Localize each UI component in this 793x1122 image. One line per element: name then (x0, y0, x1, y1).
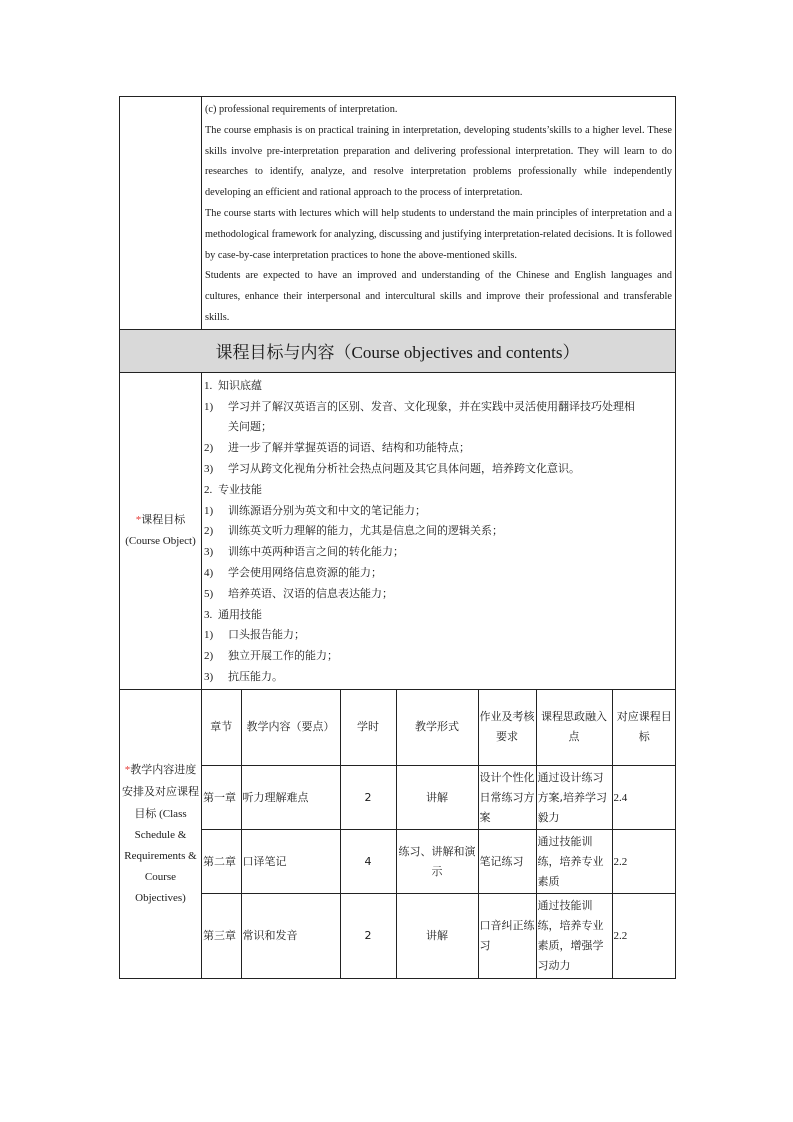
schedule-cell (202, 689, 676, 978)
objective-group-title: 3. 通用技能 (204, 607, 262, 621)
section-heading-zh: 课程目标与内容 (215, 343, 335, 364)
objective-item: 1) 学习并了解汉英语言的区别、发音、文化现象，并在实践中灵活使用翻译技巧处理相 (204, 399, 635, 413)
objective-item: 3) 训练中英两种语言之间的转化能力； (204, 545, 404, 559)
description-row (120, 97, 676, 330)
required-star: * (135, 514, 142, 527)
hours-cell: 4 (340, 830, 396, 894)
table-row (202, 766, 676, 830)
objective-item: 3) 抗压能力。 (204, 669, 283, 683)
target-cell: 2.2 (612, 830, 676, 894)
content-cell: 口译笔记 (241, 830, 340, 894)
target-cell: 2.2 (612, 894, 676, 978)
homework-cell: 口音纠正练习 (478, 894, 536, 978)
objectives-label (120, 372, 202, 689)
header-ideology: 课程思政融入点 (536, 690, 612, 766)
header-form: 教学形式 (396, 690, 478, 766)
course-syllabus-page (119, 96, 675, 979)
objective-item: 3) 学习从跨文化视角分析社会热点问题及其它具体问题，培养跨文化意识。 (204, 461, 580, 475)
objective-item: 2) 进一步了解并掌握英语的词语、结构和功能特点； (204, 441, 470, 455)
chapter-cell: 第三章 (202, 894, 241, 978)
header-content: 教学内容（要点） (241, 690, 340, 766)
objective-item: 1) 训练源语分别为英文和中文的笔记能力； (204, 503, 426, 517)
hours-cell: 2 (340, 766, 396, 830)
objective-group-title: 1. 知识底蕴 (204, 378, 262, 392)
chapter-cell: 第二章 (202, 830, 241, 894)
objective-group-title: 2. 专业技能 (204, 482, 262, 496)
form-cell: 练习、讲解和演示 (396, 830, 478, 894)
table-row (202, 894, 676, 978)
form-cell: 讲解 (396, 766, 478, 830)
objectives-label-en: (Course Object) (125, 535, 196, 548)
header-hours: 学时 (340, 690, 396, 766)
schedule-label-zh: 教学内容进度安排及对应课程目标 (122, 762, 199, 820)
ideology-cell: 通过技能训练，培养专业素质，增强学习动力 (536, 894, 612, 978)
objective-item: 2) 训练英文听力理解的能力，尤其是信息之间的逻辑关系； (204, 524, 503, 538)
objective-item: 5) 培养英语、汉语的信息表达能力； (204, 586, 393, 600)
description-label-cell (120, 97, 202, 330)
objectives-row (120, 372, 676, 689)
hours-cell: 2 (340, 894, 396, 978)
header-chapter: 章节 (202, 690, 241, 766)
schedule-table (202, 690, 676, 978)
objectives-list (202, 373, 675, 689)
schedule-label (120, 689, 202, 978)
description-paragraph: Students are expected to have an improved and understanding of the Chinese and English languages and cultures, enhance their interpersonal and intercultural skills and improve their professional and transferable skills. (205, 270, 672, 323)
description-paragraph: The course starts with lectures which will help students to understand the main principles of interpretation and a methodological framework for analyzing, discussing and justifying interpretation-related decisions. It is followed by case-by-case interpretation practices to hone the above-mentioned skills. (205, 207, 672, 261)
chapter-cell: 第一章 (202, 766, 241, 830)
description-cell (202, 97, 676, 330)
schedule-row (120, 689, 676, 978)
syllabus-table (119, 96, 676, 979)
section-heading-row (120, 329, 676, 372)
content-cell: 常识和发音 (241, 894, 340, 978)
homework-cell: 设计个性化日常练习方案 (478, 766, 536, 830)
ideology-cell: 通过技能训练，培养专业素质 (536, 830, 612, 894)
ideology-cell: 通过设计练习方案,培养学习毅力 (536, 766, 612, 830)
description-paragraph: (c) professional requirements of interpretation. (205, 104, 398, 115)
header-target: 对应课程目标 (612, 690, 676, 766)
target-cell: 2.4 (612, 766, 676, 830)
objective-item: 4) 学会使用网络信息资源的能力； (204, 565, 382, 579)
schedule-label-en: (Class Schedule & Requirements & Course Objectives) (124, 807, 197, 904)
objective-item: 2) 独立开展工作的能力； (204, 649, 338, 663)
objectives-cell (202, 372, 676, 689)
form-cell: 讲解 (396, 894, 478, 978)
objectives-label-zh: 课程目标 (141, 513, 186, 527)
schedule-header-row (202, 690, 676, 766)
section-heading (120, 329, 676, 372)
objective-item-continuation: 关问题； (228, 420, 272, 434)
course-description (202, 97, 675, 329)
description-paragraph: The course emphasis is on practical training in interpretation, developing students’skills to a higher level. These skills involve pre-interpretation preparation and delivering professional interpretation. They will learn to do researches to identify, analyze, and resolve interpretation problems professionally while independently developing an efficient and rational approach to the process of interpretation. (205, 124, 672, 199)
objective-item: 1) 口头报告能力； (204, 628, 305, 642)
header-homework: 作业及考核要求 (478, 690, 536, 766)
homework-cell: 笔记练习 (478, 830, 536, 894)
section-heading-en: （Course objectives and contents） (334, 343, 580, 363)
content-cell: 听力理解难点 (241, 766, 340, 830)
required-star: * (124, 763, 131, 776)
table-row (202, 830, 676, 894)
